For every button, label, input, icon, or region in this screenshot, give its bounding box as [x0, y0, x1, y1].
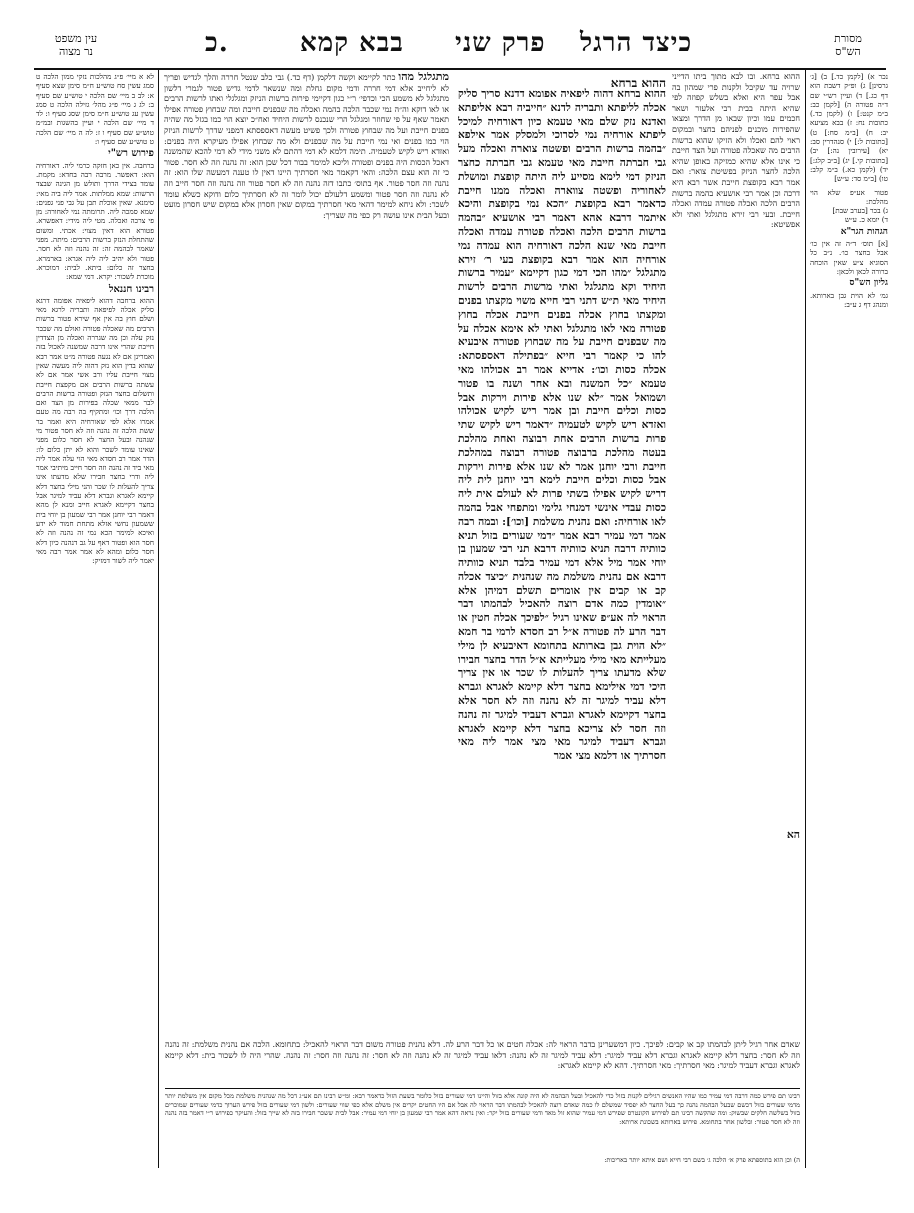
right-column: [810, 72, 888, 1162]
footnote-text: רבינו תם פירש כמה דרבה דמי עמיר כמו שהיו האנשים רגילים לקנות בזול כדי להאכיל ובעל הבהמה לא היה קונה אלא בזול והיינו דמי שעורים בזול כלומר בשעת הזול כדאמר רבא: ומ״ש רבינו תם אע״ג דכל מה שנהנית משלמת מכל מקום אין משלמת יותר מדמי שעורים בזול דכשם שבעל הבהמה נהנה כך בעל החצר לא יפסיד שמשלם לו כמה שאדם רוצה להאכיל לבהמתו דבר הראוי לה אבל אם היו החטים יקרים אין משלם אלא כפי שווי שעורים: ולשון דמי שעורים בזול פירש הערוך כדמי שעורים שמוכרים בזול בשלשה חלקים שבשוק: ומה שהקשה רבינו תם לפירוש הקונטרס שפירש דמי עמיר שהוא זול מאד ודמי שעורים בזול יקר: ואין נראה דהא אמר רבי שמעון בן יוחי דמי עמיר: אבל לבית ששכר חבירו בזה לא שייך בזול: והעיקר כפירוש ר״י דאמר בזה נהנה וזה לא חסר פטור: ובלשון אחר בתחומא. פירוש בארותא בשכונת ארותא:: [165, 1092, 800, 1126]
gilyon-title: גליון הש"ס: [849, 278, 888, 289]
ein-mishpat-text: לא א מיי׳ פ״ג מהלכות נזקי ממון הלכה ט סמג עשין סח טוש״ע ח״מ סימן שצא סעיף א: לב ב מיי׳ שם הלכה י טוש״ע שם סעיף ב: לג ג מיי׳ פ״ג מהל׳ גזילה הלכה ט סמג עשין עג טוש״ע ח״מ סימן שסג סעיף ו: לד ד מיי׳ שם הלכה י ועיין בהשגות ובמ״מ טוש״ע שם סעיף ו ז: לה ה מיי׳ שם הלכה ט טוש״ע שם סעיף ו:: [36, 72, 154, 147]
rashi-commentary-block: [672, 72, 800, 812]
gemara-text-wide: [250, 828, 800, 1038]
masoret-label: מסורת הש"ס: [834, 32, 862, 58]
right-column-divider: [805, 68, 806, 1168]
gra-text: [א] תוס׳ ד״ה זה אין כו׳ אבל בחצר כו׳. נ״ב כל הסוגיא צ״ע שאין הוכחה ברורה לכאן ולכאן:: [810, 239, 888, 276]
rabbeinu-chananel-title: רבינו חננאל: [108, 283, 154, 295]
gemara-closing-word: הא: [786, 828, 800, 841]
rabbeinu-chananel-text: ההוא ברחבה דהוא ליפאיה אפומה דרגא סליק אכלה לפיפאה ותבריה לרגא מאי ושלם חוץ בה אין אף שירא פטור ברשות הרבים מה שאכלה פטורה ואולם מה שכבר נזק עלה וכן מה שגררה ואכלה מן הצדדין חייבת שהרי אינו דרכה שמשנה לאכול בזה ואמרינן אם לא נגעה פטורה מ״ט אמר רבא שהוא בדין הוא נזק דהוה ליה מעשה שאין מצוי חייבת עליו ורב אשי אמר אם לא עשתה ברשות הרבים אם מקפצת חייבת ותשלום בחצר הנזק ופטורה ברשות הרבים לבר ממאי שכלה בפירות מן הצד ואם הלכה דרך וכו׳ ומתקיף בה רבה מה טעם אמרו אלא לפי שאורחיה היא ואמר בר ששת הלכה זה נהנה וזה לא חסר פטור מי שנהנה ובעל החצר לא חסר כלום מפני שאינו עומד לשכר והוא לא יתן כלום לו: הדר אמר רב חסדא מאי הוי עלה אמר ליה מאי ביד זה נהנה וזה חסר חייב מיתיבי אמר ליה ודרי בחצר חבירו שלא מדעתו אינו צריך להעלות לו שכר והני מילי בחצר דלא קיימא לאגרא וגברא דלא עביד למיגר אבל בחצר דקיימא לאגרא חייב ומנא לן מהא דאמר רבי יוחנן אמר רבי שמעון בן יוחי בית ששמעון נחשי אזלא מתחת חמוד לא ידע ואיכא למימר הכא נמי זה נהנה וזה לא חסר הוא ופטור דאף על גב דנהנה כיון דלא חסר כלום ומהא לא אמר אמר רבה מאי יאמר ליה לשור דמזיק:: [36, 295, 154, 566]
gilyon-text: גמ׳ לא הוית גבן בארותא. ומנהג דף ג ע״ב:: [810, 290, 888, 309]
tosafot-dibbur-hamatchil: מתגלגל מהו: [398, 72, 449, 83]
masoret-extra: פטור אע״פ שלא הוי מהלכת: ג) בכר [בערב שבת] ד) יומא כ. ע״ש: [810, 187, 888, 225]
tosafot-text: כתר לקיימא וקשה דלקמן (דף כד.) גבי כלב שנטל חררה והלך לגדיש ופריך לא ליחייב אלא דמי חררה ודמי מקום גחלת ומה שנשאר לדמי גדיש פטור לגמרי דלשון מתגלגל לא משמע הכי וכדפי׳ ר״י כגון דקיימי פירות ברשות הניזק ומגלגלי ואתו לרשות הרבים או לאו דוקא וה״ה נמי שכבר הלכה בהמה ואכלה מה שבפנים חייבת ומה שבחוץ פטורה אפילו תאמר שאף על פי שחוזר ומגלגל הרי שנכנס לרשות היחיד ואח״כ יוצא הוי כמו בגזל מה שהיה בפנים חייבת ועל מה שבחוץ פטורה ולכך פשיט מעשה דאספסתא דמפני שדרך לרשות הניזק הוי כמו בפנים ואי נמי חייבת על מה שבפנים ולא מה שבחוץ אפילו מעיקרא היה בפנים: ואזדא ריש לקיש לטעמיה. תימה דלמא לא דמי דהתם לא משני מידי לא דמי להכא שהמשנה דאכל הכסות היה בפנים ופטורה וליכא למימר בבור דכל שכן הוא: זה נהנה וזה לא חסר. פטור כי זה הוא עצם הלכה: והאי דקאמר מאי חסרתיך היינו דאין לו טענה דמעשה שלו הוא: זה נהנה וזה חסר פטור. אף בתוס׳ כתבו דזה נהנה וזה לא חסר פטור וזה נהנה וזה חסר חייב וזה לא נהנה וזה חסר פטור ומשמע דלעולם יכול לומר זה לא חסרתיך כלום ודוקא כשלא עומד לשכר: ולא ניחא למימר דהאי מאי חסרתיך במקום שאין חסרון אלא במקום שיש חסרון מועט ובעל הבית אינו עושה רק כפי מה שצריך:: [164, 73, 449, 220]
gemara-text: ההוא ברחא דהוה ליפאיה אפומא דדנא סריך סליק אכלה לליפתא ותבריה לדנא ״חייביה רבא אליפתא ואדנא נזק שלם מאי טעמא כיון דאורחיה למיכל ליפתא אורחיה נמי לסרוכי ולמסלק אמר אילפא ״בהמה ברשות הרבים ופשטה צוארה ואכלה מעל גבי חברתה חייבת מאי טעמא גבי חברתה כחצר הניזק דמי לימא מסייע ליה היתה קופצת ומושלת לאחוריה ופשטה צווארה ואכלה ממנו חייבת כדאמר רבא בקופצת ״הכא נמי בקופצת והיכא איתמר דרבא אהא דאמר רבי אושעיא ״בהמה ברשות הרבים הלכה ואכלה פטורה עמדה ואכלה חייבת מאי שנא הלכה דאורחיה הוא עמדה נמי אורחיה הוא אמר רבא בקופצת בעי ר׳ זירא מתגלגל ״מהו הכי דמי כגון דקיימא ״עמיר ברשות היחיד וקא מתגלגל ואתי מרשות הרבים לרשות היחיד מאי ת״ש דתני רבי חייא משוי מקצתו בפנים ומקצתו בחוץ אכלה בפנים חייבת אכלה בחוץ פטורה מאי לאו מתגלגל ואתי לא אימא אכלה על מה שבפנים חייבת על מה שבחוץ פטורה איבעיא להו כי קאמר רבי חייא ״בפתילה דאספסתא: אכלה כסות וכו׳: אדייא אמר רב אכולהו מאי טעמא ״כל המשנה ובא אחר ושנה בו פטור ושמואל אמר ״לא שנו אלא פירות וירקות אבל כסות וכלים חייבת ובן אמר ריש לקיש אכולהו ואזדא ריש לקיש לטעמיה ״דאמר ריש לקיש שתי פרות ברשות הרבים אחת רבוצה ואחת מהלכת בעטה מהלכת ברבוצה פטורה רבוצה במהלכת חייבת ורבי יוחנן אמר לא שנו אלא פירות וירקות אבל כסות וכלים חייבת לימא רבי יוחנן לית ליה דריש לקיש אפילו בשתי פרות לא לעולם אית ליה כסות עבדי אינשי דמנחי גלימי ומתפחי אבל בהמה לאו אורחיה: ואם נהנית משלמת [וכו׳]: ובמה רבה אמר דמי עמיר רבא אמר ״דמי שעורים בזול תניא כוותיה דרבה תניא כוותיה דרבא תני רבי שמעון בן יוחי אמר מיל אלא דמי עמיר בלבד תניא כוותיה דרבא אם נהנית משלמת מה שנהנית ״כיצד אכלה קב או קבים אין אומרים תשלם דמיהן אלא ״אומדין כמה אדם רוצה להאכיל לבהמתו דבר הראוי לה אע״פ שאינו רגיל ״לפיכך אכלה חטין או דבר הרע לה פטורה א״ל רב חסדא לרמי בר חמא ״לא הוית גבן בארותא בתחומא דאיבעיא לן מילי מעלייתא מאי מילי מעלייתא א״ל הדר בחצר חבירו שלא מדעתו צריך להעלות לו שכר או אין צריך היכי דמי אילימא בחצר דלא קיימא לאגרא וגברא דלא עביד למיגר זה לא נהנה וזה לא חסר אלא בחצר דקיימא לאגרא וגברא דעביד למיגר זה נהנה וזה חסר לא צריכא בחצר דלא קיימא לאגרא וגברא דעביד למיגר מאי מצי אמר ליה מאי חסרתיך או דלמא מצי אמר: [458, 88, 666, 763]
chapter-name: כיצד הרגל: [580, 28, 693, 58]
rashi-section-title: פירוש רש"י: [108, 148, 154, 160]
rif-commentary-text: ההוא ברחא. ובו לבא מתוך ביתו הדייני שרויה עד שקיבל ולקנות פרי שמהון בה אבל עפר היא ואלא בשלש קפוזה לפי שהיא היתה בבית רבי אלעזר ושאר חכמים עמו וכיון שבאו מן הדרך ומצאו שהפירות מוכנים לפניהם בחצר ובמקום ראוי להם ואכלו ולא הזיקו שהוא ברשות הרבים מה שאכלה פטורה ועל הצד חייבת כי אינו אלא שהיא כמזיקה באופן שהיא הלכה לחצר הניזק בפשיטת צואר: ואם אמר רבא בקופצת חייבת אשר רבא היא דרכה וכן אמר רבי אושעיא בהמה ברשות הרבים הלכה ואכלה פטורה עמדה ואכלה חייבת. ובעי רבי זירא מתגלגל ואתי ולא אפשיטא:: [672, 72, 800, 230]
left-column: [36, 72, 154, 1162]
gemara-block: [458, 72, 666, 90]
page-number: כ.: [205, 28, 229, 58]
left-column-divider: [158, 68, 159, 1168]
tractate-title: בבא קמא: [300, 28, 404, 58]
footnote-rule: [165, 1088, 800, 1089]
chapter-number: פרק שני: [455, 28, 546, 58]
masoret-text: נכר א) [לקמן כד.] ב) [ג׳ גרסינן] ג) ופ״ק דשבת הוא דף כג.] ד) ועיין רש״י שם ד״ה פטורה ה) [לקמן כב: ב״מ קנט:] ו) (לקמן כד.) כתובות נח: ז) בבא מציעא יב: ח) [ב״מ סח:] ט) [כתובות ל:] י) סנהדרין סב: יא) [עירובין נה:] יב) [כתובות קי.] יג) [ב״ב קלג:] יד) (לקמן כא.) ב״מ קלב: טו) [ב״מ סד: ע״ש]: [810, 72, 888, 184]
ein-mishpat-label: עין משפט נר מצוה: [54, 32, 98, 58]
bottom-commentary: שאדם אחר רגיל ליתן לבהמתו קב או קבים: לפיכך. כיון דמשערינן בדבר הראוי לה: אכלה חטים או כל דבר הרע לה. דלא נהנית פטורה משום דבר הראוי להאכיל: בתחומא. הלכה אם נהנית משלמת: זה נהנה וזה לא חסר: בחצר דלא קיימא לאגרא וגברא דלא עביד למיגר: דלא עביד למיגר זה לא נהנה: דלאו עביד למיגר זה לא נהנה וזה לא חסר: זה נהנה וזה חסר: זה נהנה. שהרי היה לו לשכור בית: דלא קיימא לאגרא וגברא דעביד למיגר: מאי חסרתיך: מאי חסרתיך. דהא לא קיימא לאגרא:: [165, 1040, 800, 1070]
rashi-text: ברחבה. אין כאן חזקה כרמי ליה. דאורחיה הוא: דאפשר. מרבה רבה בחדא: מקמת. עומד בצידי הדרך ותולש מן הגינה שבצד הרשות: שמא ממלתות. אמר ליה ביה מאי: סימנא. שאין אוכלת תבן על גבי פני גפנים: שמא סמכה ליה. תרומתה נמי לאחורה: מן פי צרכה ואכלה. מטי ליה מידי: דאפשרא. פטורא הוא דאין מצוי: אכתי. ומשום שהתחלת הנזק ברשות הרבים: מיתה. מפני שאמר לבהמה זה: זה נהנה וזה לא חסר. פטור ולא יהיב ליה ליה אגרא: בארמרא. בחצר זה כלום: ביתא. לבית: דמוכרא. מוכרת לשכור: יקרא. דמי שמא:: [36, 160, 154, 282]
gemara-opening-word: ההוא ברחא: [610, 76, 666, 90]
tosafot-block: [164, 72, 449, 812]
footnote-small: ה) וכן הוא בתוספתא פרק א׳ הלכה ג׳ בשם רבי חייא ושם איתא יותר באריכות:: [604, 1156, 800, 1164]
header-rule: [34, 68, 886, 70]
gra-title: הגהות הגר"א: [840, 226, 888, 237]
